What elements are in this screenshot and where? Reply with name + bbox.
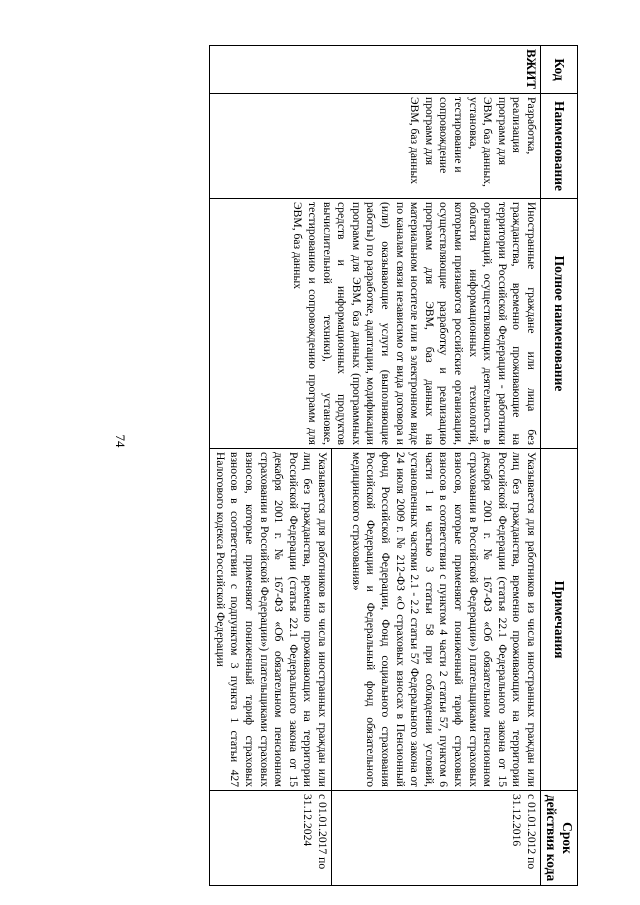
header-period: Срок действия кода (541, 791, 578, 886)
header-name: Наименование (541, 94, 578, 199)
cell-full-name: Иностранные граждане или лица без гражданства, временно проживающие на территории Российской Федерации - работники организаций, осуществляющих деятельность в области информационных технологий, которыми признаются российские организации, осуществляющие разработку и реализацию программ для ЭВМ, баз данных на материальном носителе или в электронном виде по каналам связи независимо от вида договора и (или) оказывающие услуги (выполняющие работы) по разработке, адаптации, модификации программ для ЭВМ, баз данных (программных средств и информационных продуктов вычислительной техники), установке, тестированию и сопровождению программ для ЭВМ, баз данных (210, 199, 541, 449)
table-header-row (541, 46, 578, 886)
codes-table (209, 45, 578, 886)
cell-code: ВЖИТ (210, 46, 541, 94)
rotated-table-container (88, 45, 578, 885)
cell-notes: Указывается для работников из числа иностранных граждан или лиц без гражданства, временно проживающих на территории Российской Федерации (статья 22.1 Федерального закона от 15 декабря 2001 г. № 167-ФЗ «Об обязательном пенсионном страховании в Российской Федерации») плательщиками страховых взносов, которые применяют пониженный тариф страховых взносов в соответствии с пунктом 4 части 2 статьи 57, пунктом 6 части 1 и частью 3 статьи 58 при соблюдении условий, установленных частями 2.1 - 2.2 статьи 57 Федерального закона от 24 июля 2009 г. № 212-ФЗ «О страховых взносах в Пенсионный фонд Российской Федерации, Фонд социального страхования Российской Федерации и Федеральный фонд обязательного медицинского страхования» (332, 449, 541, 791)
header-code: Код (541, 46, 578, 94)
table-row (332, 46, 541, 886)
cell-period: с 01.01.2017 по 31.12.2024 (210, 791, 332, 886)
cell-period: с 01.01.2012 по 31.12.2016 (332, 791, 541, 886)
cell-notes: Указывается для работников из числа иностранных граждан или лиц без гражданства, временно проживающих на территории Российской Федерации (статья 22.1 Федерального закона от 15 декабря 2001 г. № 167-ФЗ «Об обязательном пенсионном страховании в Российской Федерации») плательщиками страховых взносов, которые применяют пониженный тариф страховых взносов в соответствии с подпунктом 3 пункта 1 статьи 427 Налогового кодекса Российской Федерации (210, 449, 332, 791)
page-number: 74 (113, 434, 128, 448)
cell-name: Разработка, реализация программ для ЭВМ, баз данных, установка, тестирование и сопровождение программ для ЭВМ, баз данных (210, 94, 541, 199)
header-full-name: Полное наименование (541, 199, 578, 449)
header-notes: Примечания (541, 449, 578, 791)
